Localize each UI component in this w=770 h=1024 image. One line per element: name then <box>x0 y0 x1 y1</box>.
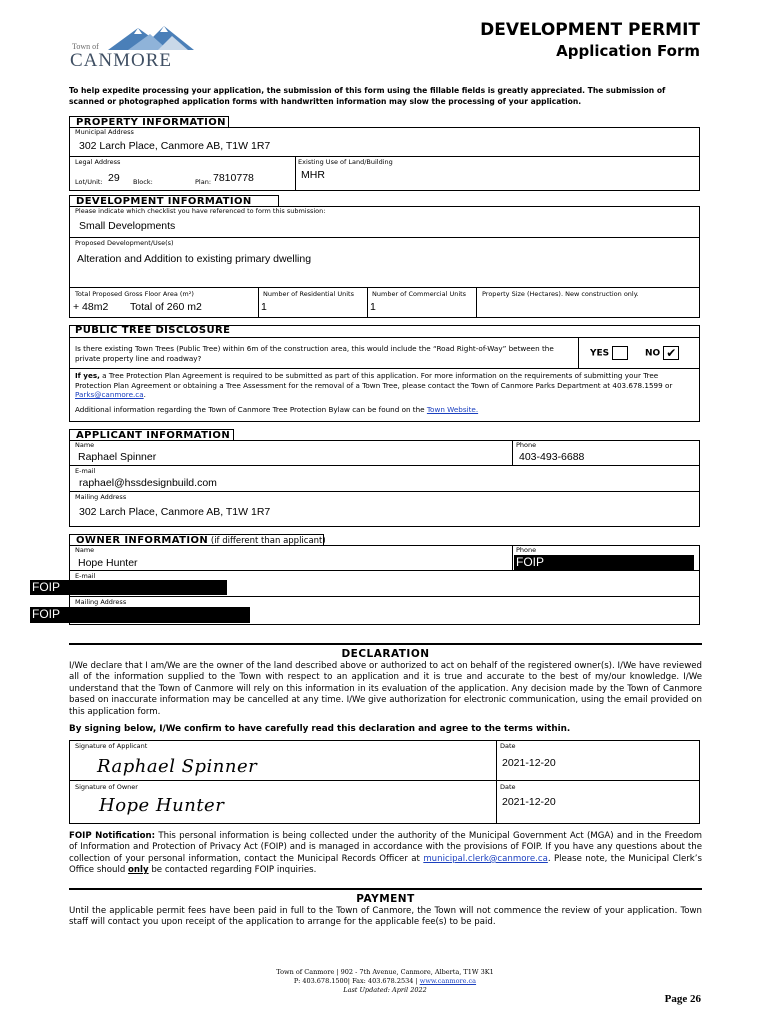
foip-text-1: This personal information is being collected under the authority of the Municipal Government Act (MGA) and in the Freedom of Information and Protection of Privacy Act (FOIP) and is managed in accordance with the provisions of FOIP. If you have any questions about the collection of your personal information, contact the Municipal Records Officer at <box>69 831 702 864</box>
declaration-confirm: By signing below, I/We confirm to have carefully read this declaration and agree to the terms within. <box>69 724 571 734</box>
foip-notification <box>69 831 702 877</box>
owner-phone-label: Phone <box>516 546 537 554</box>
tree-additional-text <box>75 405 693 415</box>
applicant-signature[interactable]: Raphael Spinner <box>97 756 258 777</box>
existing-use-label: Existing Use of Land/Building <box>298 158 393 166</box>
proposed-use-label: Proposed Development/Use(s) <box>75 239 174 247</box>
owner-name-field[interactable]: Hope Hunter <box>78 557 138 569</box>
no-label: NO <box>645 348 661 359</box>
foip-bold: FOIP Notification: <box>69 831 156 841</box>
applicant-phone-label: Phone <box>516 441 537 449</box>
applicant-email-field[interactable]: raphael@hssdesignbuild.com <box>79 477 217 489</box>
gfa-field-addition[interactable]: + 48m2 <box>73 301 109 313</box>
if-yes-bold: If yes, <box>75 371 100 380</box>
applicant-heading: APPLICANT INFORMATION <box>69 429 234 441</box>
existing-use-field[interactable]: MHR <box>301 169 325 181</box>
page-title: DEVELOPMENT PERMIT <box>480 20 700 40</box>
property-heading: PROPERTY INFORMATION <box>69 116 229 128</box>
yes-checkbox[interactable] <box>612 346 628 360</box>
yes-label: YES <box>590 348 610 359</box>
commercial-units-field[interactable]: 1 <box>370 301 376 313</box>
residential-units-label: Number of Residential Units <box>263 290 354 298</box>
foip-only: only <box>128 865 149 876</box>
declaration-heading: DECLARATION <box>341 648 430 660</box>
gfa-label: Total Proposed Gross Floor Area (m²) <box>75 290 194 298</box>
footer-updated: Last Updated: April 2022 <box>343 986 427 994</box>
proposed-use-field[interactable]: Alteration and Addition to existing primary dwelling <box>77 253 312 265</box>
owner-phone-redacted: FOIP <box>514 555 694 571</box>
owner-mailing-redacted: FOIP <box>30 607 250 623</box>
owner-email-label: E-mail <box>75 572 96 580</box>
gfa-field-total[interactable]: Total of 260 m2 <box>130 301 202 313</box>
date-owner-field[interactable]: 2021-12-20 <box>502 796 556 808</box>
lot-field[interactable]: 29 <box>108 172 120 184</box>
foip-text-3: be contacted regarding FOIP inquiries. <box>148 865 317 876</box>
parks-email-link[interactable]: Parks@canmore.ca <box>75 390 144 399</box>
municipal-address-field[interactable]: 302 Larch Place, Canmore AB, T1W 1R7 <box>79 140 271 152</box>
town-logo <box>68 22 198 70</box>
sig-applicant-label: Signature of Applicant <box>75 742 148 750</box>
tree-heading: PUBLIC TREE DISCLOSURE <box>75 325 231 336</box>
owner-email-redacted: FOIP <box>30 580 227 595</box>
residential-units-field[interactable]: 1 <box>261 301 267 313</box>
date-applicant-field[interactable]: 2021-12-20 <box>502 757 556 769</box>
foip-text-2: . Please note, the Municipal Clerk’s Office should <box>69 853 702 876</box>
date-applicant-label: Date <box>500 742 516 750</box>
applicant-mailing-label: Mailing Address <box>75 493 127 501</box>
lot-label: Lot/Unit: <box>75 178 103 186</box>
commercial-units-label: Number of Commercial Units <box>372 290 467 298</box>
declaration-text: I/We declare that I am/We are the owner of the land described above or authorized to act on behalf of the registered owner(s). I/We have reviewed all of the information supplied to the Town with respect to an application and it is true and accurate to the best of my/our knowledge. I/We understand that the Town of Canmore will rely on this information in its evaluation of the application. Any decision made by the Town of Canmore based on inaccurate information may be cancelled at any time. I/We give authorization for electronic communication, using the email provided on this application form. <box>69 661 702 717</box>
logo-town-text: Town of <box>72 42 99 51</box>
town-website-link[interactable]: Town Website. <box>426 405 479 414</box>
additional-body: Additional information regarding the Town of Canmore Tree Protection Bylaw can be found on the <box>75 405 427 414</box>
if-yes-body: a Tree Protection Plan Agreement is required to be submitted as part of this application. For more information on the requirements of submitting your Tree Protection Plan Agreement or obtaining a Tree Assessment for the removal of a Town Tree, please contact the Town of Canmore Parks Department at 403.678.1599 or <box>75 371 673 390</box>
owner-name-label: Name <box>75 546 95 554</box>
clerk-email-link[interactable]: municipal.clerk@canmore.ca <box>423 853 548 864</box>
footer-website-link[interactable]: www.canmore.ca <box>419 977 477 985</box>
owner-heading-text: OWNER INFORMATION <box>76 535 209 546</box>
payment-text: Until the applicable permit fees have been paid in full to the Town of Canmore, the Town will not commence the review of your application. Town staff will contact you upon receipt of the application to arrange for the applicable fee(s) to be paid. <box>69 906 702 928</box>
applicant-name-label: Name <box>75 441 95 449</box>
applicant-name-field[interactable]: Raphael Spinner <box>78 451 157 463</box>
applicant-phone-field[interactable]: 403-493-6688 <box>519 451 585 463</box>
owner-signature[interactable]: Hope Hunter <box>99 795 225 816</box>
applicant-email-label: E-mail <box>75 467 96 475</box>
sig-owner-label: Signature of Owner <box>75 783 138 791</box>
tree-question: Is there existing Town Trees (Public Tree) within 6m of the construction area, this would include the “Road Right-of-Way” between the private property line and roadway? <box>75 344 554 363</box>
no-option <box>645 346 679 360</box>
municipal-address-label: Municipal Address <box>75 128 134 136</box>
logo-canmore-text: CANMORE <box>70 50 173 71</box>
checklist-label: Please indicate which checklist you have referenced to form this submission: <box>75 207 326 215</box>
no-checkbox[interactable]: ✔ <box>663 346 679 360</box>
owner-mailing-label: Mailing Address <box>75 598 127 606</box>
page-number: Page 26 <box>664 993 701 1005</box>
checklist-field[interactable]: Small Developments <box>79 220 176 232</box>
footer-phones: P: 403.678.1500| Fax: 403.678.2534 | <box>293 977 420 985</box>
page-subtitle: Application Form <box>556 42 700 60</box>
footer-address: Town of Canmore | 902 - 7th Avenue, Canmore, Alberta, T1W 3K1 <box>276 968 494 976</box>
owner-heading-note: (if different than applicant) <box>208 536 326 546</box>
development-heading: DEVELOPMENT INFORMATION <box>69 195 279 207</box>
plan-field[interactable]: 7810778 <box>213 172 254 184</box>
applicant-mailing-field[interactable]: 302 Larch Place, Canmore AB, T1W 1R7 <box>79 506 271 518</box>
property-size-label: Property Size (Hectares). New construction only. <box>482 290 639 298</box>
footer-contact <box>0 977 770 985</box>
block-label: Block: <box>133 178 153 186</box>
tree-if-yes-text <box>75 371 693 400</box>
if-yes-period: . <box>143 390 146 399</box>
yes-option <box>590 346 628 360</box>
legal-address-label: Legal Address <box>75 158 121 166</box>
intro-text: To help expedite processing your application, the submission of this form using the fillable fields is greatly appreciated. The submission of scanned or photographed application forms with handwritten information may slow the processing of your application. <box>69 86 666 106</box>
payment-heading: PAYMENT <box>356 893 415 905</box>
date-owner-label: Date <box>500 783 516 791</box>
plan-label: Plan: <box>195 178 212 186</box>
